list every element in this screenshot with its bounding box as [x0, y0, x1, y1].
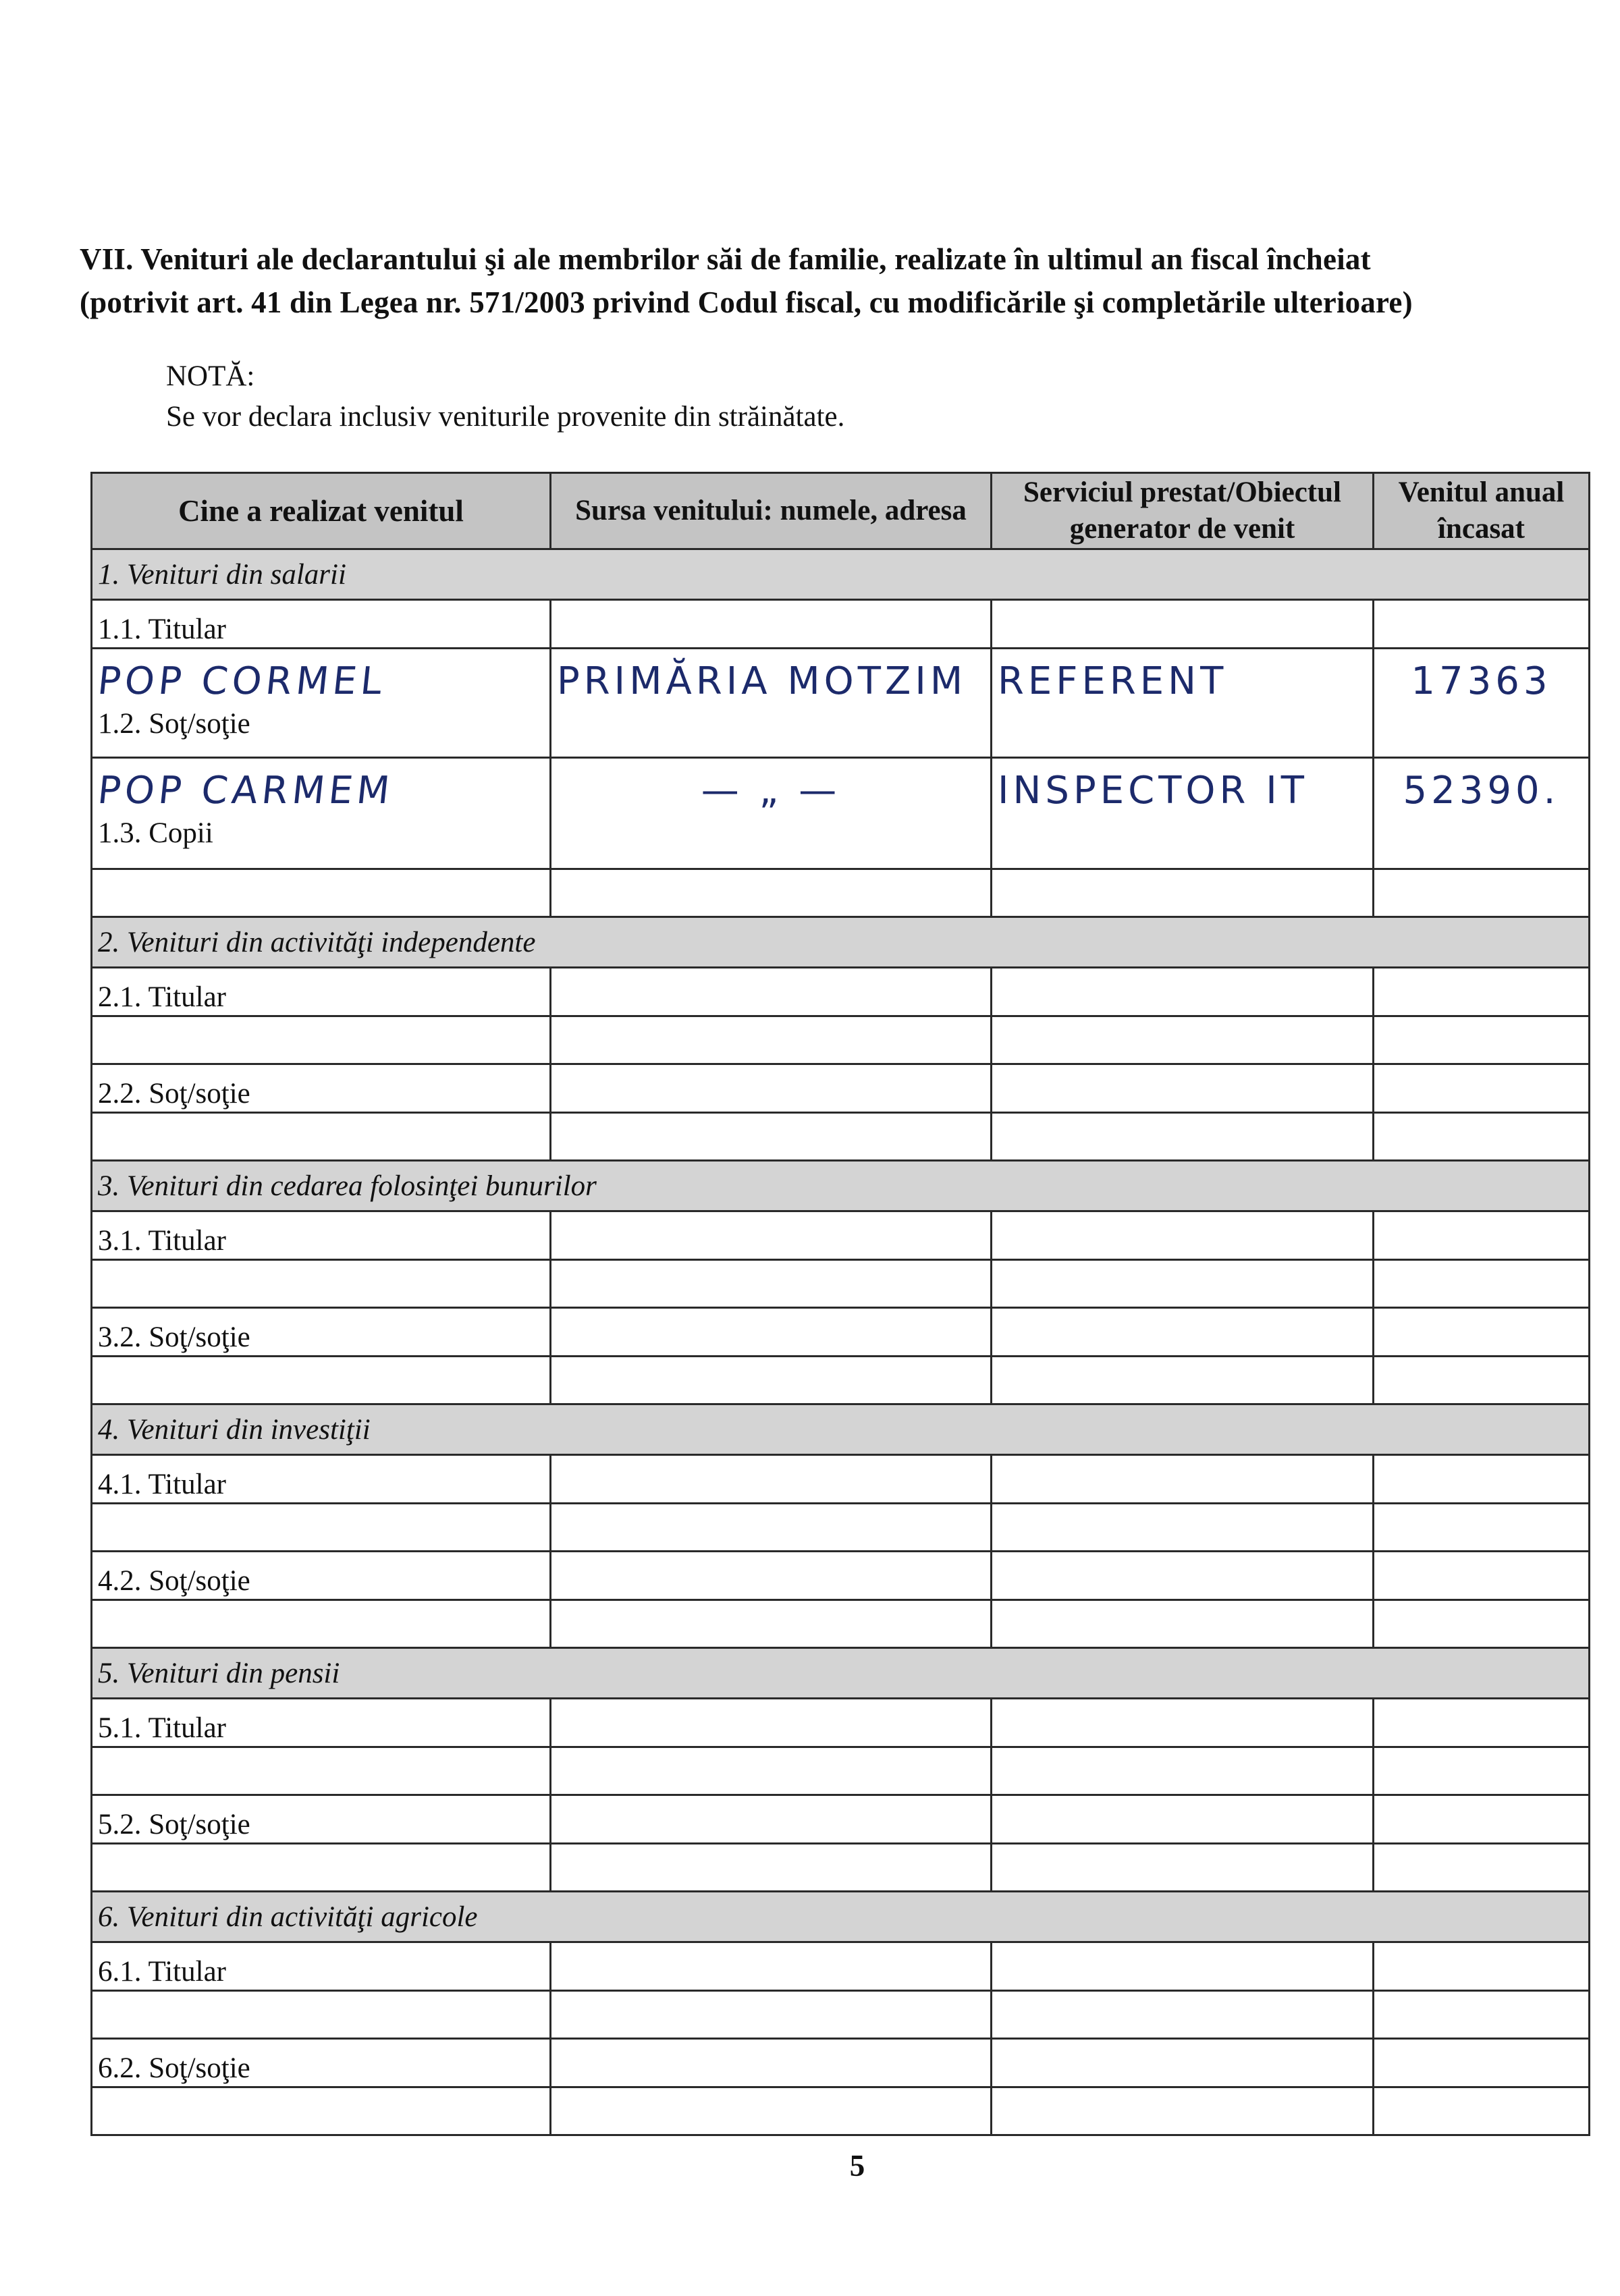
table-row [92, 869, 1590, 917]
cell-service[interactable] [992, 1844, 1374, 1892]
header-source: Sursa venitului: numele, adresa [551, 473, 992, 549]
cell-who[interactable] [92, 1016, 551, 1064]
note-title: NOTĂ: [166, 360, 255, 392]
row-label: 3.2. Soţ/soţie [92, 1308, 551, 1357]
handwritten-source: PRIMĂRIA MOTZIM [557, 659, 967, 703]
handwritten-name: POP CORMEL [95, 659, 388, 703]
handwritten-name: POP CARMEM [95, 769, 396, 813]
table-row [92, 1795, 1590, 1844]
cell-service[interactable] [992, 1795, 1374, 1844]
section-title: 6. Venituri din activităţi agricole [92, 1892, 1590, 1942]
cell-service[interactable] [992, 758, 1374, 869]
note-block [166, 356, 844, 437]
cell-source[interactable] [551, 1844, 992, 1892]
handwritten-service: INSPECTOR IT [998, 769, 1308, 813]
row-label: 6.2. Soţ/soţie [92, 2039, 551, 2087]
cell-who[interactable] [92, 1747, 551, 1795]
cell-income[interactable] [1374, 1600, 1590, 1648]
table-row [92, 1308, 1590, 1357]
row-label: 2.1. Titular [92, 968, 551, 1016]
cell-income[interactable] [1374, 869, 1590, 917]
row-label: 5.2. Soţ/soţie [92, 1795, 551, 1844]
header-income: Venitul anual încasat [1374, 473, 1590, 549]
cell-source[interactable] [551, 1260, 992, 1308]
cell-who[interactable] [92, 1113, 551, 1161]
income-table [90, 472, 1590, 2136]
row-label-cell[interactable] [92, 758, 551, 869]
cell-source[interactable] [551, 1211, 992, 1260]
cell-service[interactable] [992, 968, 1374, 1016]
cell-source[interactable] [551, 649, 992, 758]
cell-source[interactable] [551, 1455, 992, 1504]
handwritten-income: 17363 [1411, 659, 1552, 703]
section-row [92, 1404, 1590, 1455]
row-label: 5.1. Titular [92, 1699, 551, 1747]
table-row [92, 968, 1590, 1016]
cell-income[interactable] [1374, 649, 1590, 758]
cell-who[interactable] [92, 2087, 551, 2135]
cell-service[interactable] [992, 1064, 1374, 1113]
cell-service[interactable] [992, 1991, 1374, 2039]
table-row [92, 600, 1590, 649]
heading-line-1: VII. Venituri ale declarantului şi ale membrilor săi de familie, realizate în ultimul an fiscal încheiat [80, 242, 1371, 276]
cell-source[interactable] [551, 1552, 992, 1600]
cell-source[interactable] [551, 1699, 992, 1747]
section-row [92, 917, 1590, 968]
section-title: 4. Venituri din investiţii [92, 1404, 1590, 1455]
table-row [92, 1064, 1590, 1113]
table-row [92, 1600, 1590, 1648]
table-row [92, 1552, 1590, 1600]
cell-income[interactable] [1374, 1455, 1590, 1504]
section-row [92, 1648, 1590, 1699]
cell-source[interactable] [551, 1113, 992, 1161]
heading-line-2: (potrivit art. 41 din Legea nr. 571/2003 privind Codul fiscal, cu modificările şi completările ulterioare) [80, 285, 1413, 319]
cell-income[interactable] [1374, 600, 1590, 649]
row-label: 2.2. Soţ/soţie [92, 1064, 551, 1113]
cell-service[interactable] [992, 1308, 1374, 1357]
cell-service[interactable] [992, 2087, 1374, 2135]
cell-service[interactable] [992, 1113, 1374, 1161]
handwritten-income: 52390. [1403, 769, 1560, 813]
table-row [92, 1699, 1590, 1747]
cell-service[interactable] [992, 1504, 1374, 1552]
row-label: 6.1. Titular [92, 1942, 551, 1991]
cell-who[interactable] [92, 1260, 551, 1308]
table-row [92, 1942, 1590, 1991]
cell-source[interactable] [551, 1016, 992, 1064]
handwritten-source: — „ — [701, 769, 841, 813]
row-label: 1.3. Copii [98, 817, 213, 849]
page-number: 5 [849, 2149, 865, 2183]
cell-income[interactable] [1374, 1260, 1590, 1308]
cell-source[interactable] [551, 2039, 992, 2087]
cell-income[interactable] [1374, 1747, 1590, 1795]
cell-income[interactable] [1374, 1942, 1590, 1991]
section-title: 5. Venituri din pensii [92, 1648, 1590, 1699]
table-row [92, 1747, 1590, 1795]
cell-service[interactable] [992, 1552, 1374, 1600]
cell-income[interactable] [1374, 1699, 1590, 1747]
cell-service[interactable] [992, 2039, 1374, 2087]
cell-income[interactable] [1374, 1064, 1590, 1113]
cell-income[interactable] [1374, 968, 1590, 1016]
cell-source[interactable] [551, 1991, 992, 2039]
header-who: Cine a realizat venitul [92, 473, 551, 549]
row-label-cell[interactable] [92, 649, 551, 758]
table-row [92, 1016, 1590, 1064]
table-row [92, 1504, 1590, 1552]
cell-source[interactable] [551, 1747, 992, 1795]
cell-service[interactable] [992, 1211, 1374, 1260]
cell-income[interactable] [1374, 1504, 1590, 1552]
cell-source[interactable] [551, 1308, 992, 1357]
cell-service[interactable] [992, 1016, 1374, 1064]
cell-service[interactable] [992, 649, 1374, 758]
cell-service[interactable] [992, 1600, 1374, 1648]
section-title: 3. Venituri din cedarea folosinţei bunurilor [92, 1161, 1590, 1211]
table-row [92, 2039, 1590, 2087]
row-label: 4.1. Titular [92, 1455, 551, 1504]
cell-income[interactable] [1374, 1357, 1590, 1404]
cell-source[interactable] [551, 1357, 992, 1404]
header-service: Serviciul prestat/Obiectul generator de venit [992, 473, 1374, 549]
row-label: 1.1. Titular [92, 600, 551, 649]
cell-who[interactable] [92, 1844, 551, 1892]
cell-service[interactable] [992, 600, 1374, 649]
section-row [92, 1161, 1590, 1211]
cell-income[interactable] [1374, 1552, 1590, 1600]
table-row [92, 1455, 1590, 1504]
cell-source[interactable] [551, 2087, 992, 2135]
cell-service[interactable] [992, 1699, 1374, 1747]
cell-income[interactable] [1374, 1795, 1590, 1844]
cell-source[interactable] [551, 1942, 992, 1991]
cell-who[interactable] [92, 1504, 551, 1552]
cell-income[interactable] [1374, 1016, 1590, 1064]
cell-service[interactable] [992, 869, 1374, 917]
table-row [92, 2087, 1590, 2135]
cell-service[interactable] [992, 1260, 1374, 1308]
table-row [92, 1211, 1590, 1260]
table-row [92, 1357, 1590, 1404]
cell-source[interactable] [551, 1795, 992, 1844]
cell-income[interactable] [1374, 2039, 1590, 2087]
cell-source[interactable] [551, 758, 992, 869]
section-row [92, 1892, 1590, 1942]
cell-income[interactable] [1374, 1211, 1590, 1260]
cell-source[interactable] [551, 968, 992, 1016]
cell-service[interactable] [992, 1455, 1374, 1504]
cell-who[interactable] [92, 869, 551, 917]
cell-income[interactable] [1374, 1113, 1590, 1161]
row-label: 3.1. Titular [92, 1211, 551, 1260]
row-label: 1.2. Soţ/soţie [98, 708, 250, 740]
cell-income[interactable] [1374, 1308, 1590, 1357]
table-header-row [92, 473, 1590, 549]
note-text: Se vor declara inclusiv veniturile provenite din străinătate. [166, 401, 845, 433]
cell-income[interactable] [1374, 1844, 1590, 1892]
cell-source[interactable] [551, 1600, 992, 1648]
table-row [92, 649, 1590, 758]
cell-income[interactable] [1374, 1991, 1590, 2039]
table-row [92, 1991, 1590, 2039]
cell-income[interactable] [1374, 758, 1590, 869]
table-row [92, 1844, 1590, 1892]
cell-source[interactable] [551, 1064, 992, 1113]
table-row [92, 758, 1590, 869]
cell-source[interactable] [551, 869, 992, 917]
cell-service[interactable] [992, 1942, 1374, 1991]
section-title: 2. Venituri din activităţi independente [92, 917, 1590, 968]
cell-who[interactable] [92, 1357, 551, 1404]
table-row [92, 1260, 1590, 1308]
cell-service[interactable] [992, 1357, 1374, 1404]
row-label: 4.2. Soţ/soţie [92, 1552, 551, 1600]
section-title: 1. Venituri din salarii [92, 549, 1590, 600]
section-heading [80, 238, 1620, 324]
cell-income[interactable] [1374, 2087, 1590, 2135]
table-row [92, 1113, 1590, 1161]
handwritten-service: REFERENT [998, 659, 1228, 703]
cell-who[interactable] [92, 1600, 551, 1648]
cell-who[interactable] [92, 1991, 551, 2039]
section-row [92, 549, 1590, 600]
cell-source[interactable] [551, 600, 992, 649]
cell-source[interactable] [551, 1504, 992, 1552]
cell-service[interactable] [992, 1747, 1374, 1795]
